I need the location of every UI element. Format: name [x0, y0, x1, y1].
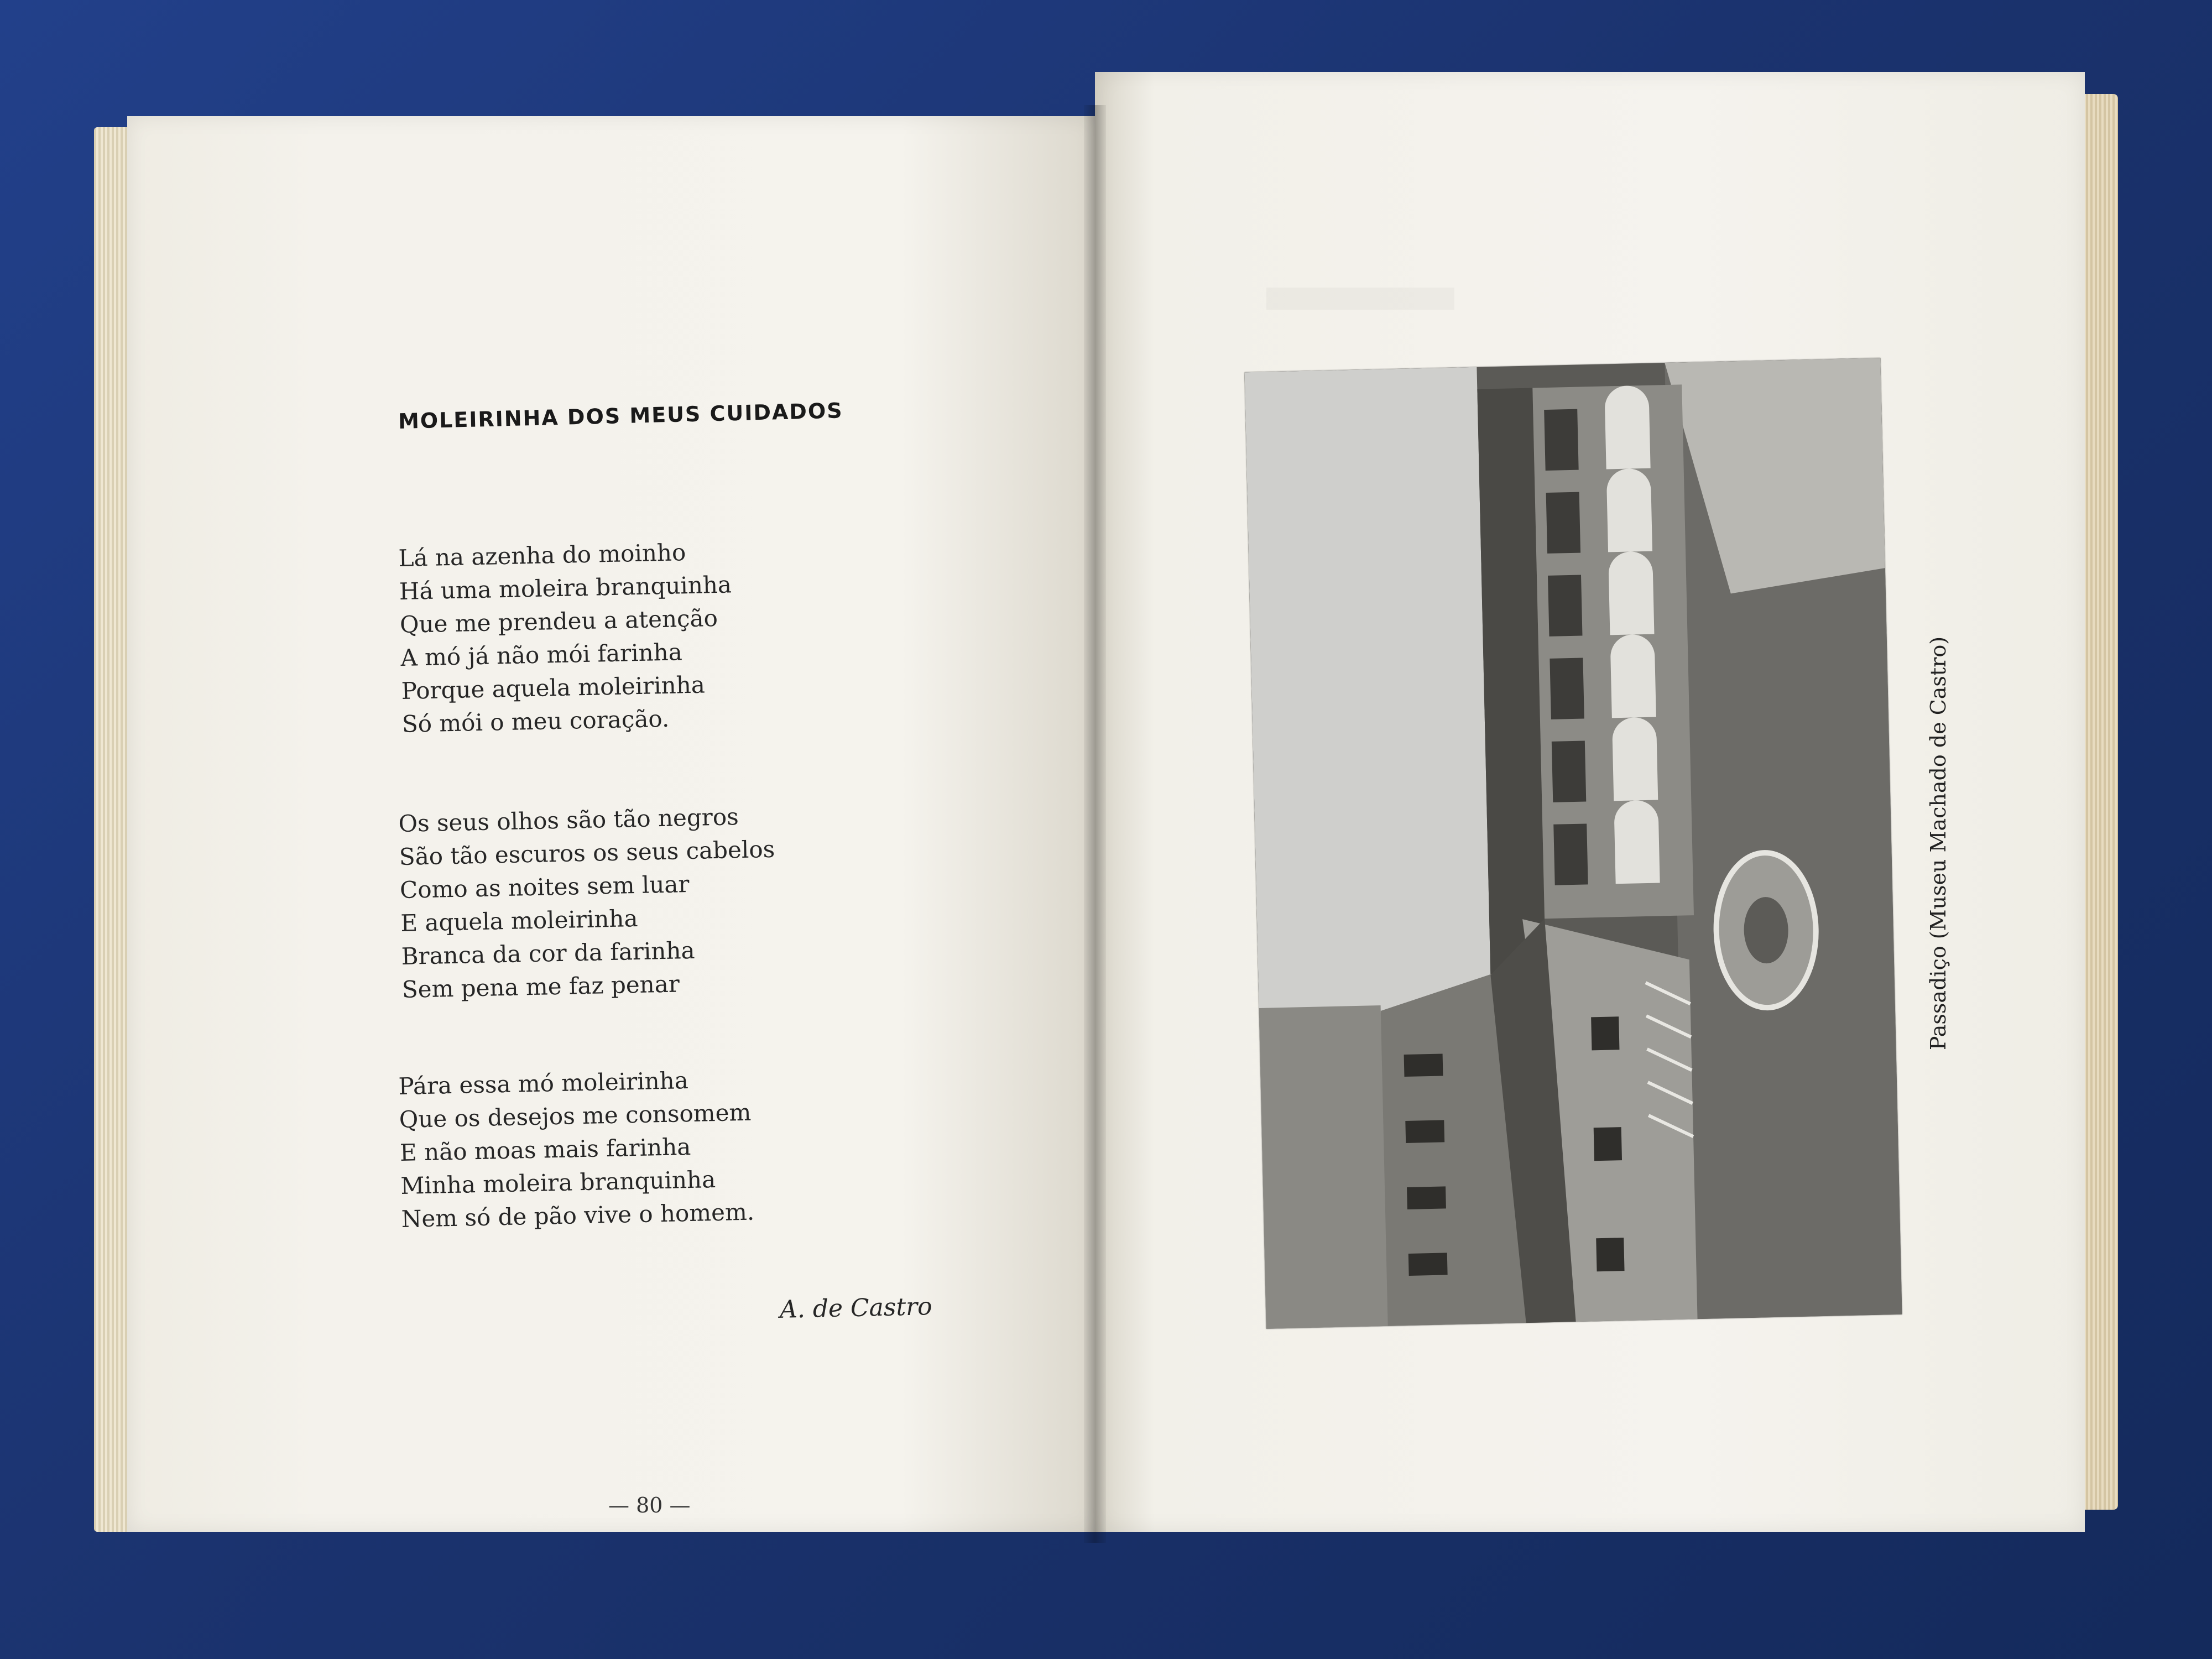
poem-line: Que me prendeu a atenção: [399, 604, 718, 638]
poem-line: Os seus olhos são tão negros: [398, 803, 739, 837]
book-gutter: [1084, 105, 1106, 1543]
bleed-through-text: [1266, 288, 1454, 310]
poem-line: A mó já não mói farinha: [400, 638, 683, 671]
poem-line: Sem pena me faz penar: [401, 970, 680, 1003]
poem-line: São tão escuros os seus cabelos: [399, 835, 775, 870]
museum-photograph: [1245, 358, 1902, 1329]
poem-line: Porque aquela moleirinha: [401, 671, 706, 705]
poem-line: Branca da cor da farinha: [401, 936, 696, 970]
passadico-photo-image: [1245, 358, 1902, 1329]
left-page: [127, 116, 1095, 1532]
poem-line: Lá na azenha do moinho: [398, 539, 686, 572]
poem-line: E aquela moleirinha: [400, 904, 638, 937]
stanza-2: [398, 800, 778, 1006]
poem-line: Pára essa mó moleirinha: [398, 1067, 689, 1100]
poem-author: A. de Castro: [779, 1292, 933, 1324]
stanza-1: [398, 535, 735, 741]
poem-line: Só mói o meu coração.: [401, 705, 670, 738]
poem-line: Minha moleira branquinha: [400, 1166, 716, 1199]
poem-line: Que os desejos me consomem: [399, 1098, 752, 1133]
poem-line: E não moas mais farinha: [399, 1133, 691, 1166]
poem-line: Como as noites sem luar: [399, 870, 690, 904]
photo-caption: Passadiço (Museu Machado de Castro): [1926, 636, 1950, 1051]
right-page-edges: [2079, 94, 2118, 1510]
stanza-3: [398, 1063, 755, 1236]
poem-line: Há uma moleira branquinha: [399, 571, 732, 605]
poem-line: Nem só de pão vive o homem.: [401, 1198, 755, 1233]
page-number: — 80 —: [608, 1493, 691, 1517]
poem-title: MOLEIRINHA DOS MEUS CUIDADOS: [398, 398, 844, 434]
